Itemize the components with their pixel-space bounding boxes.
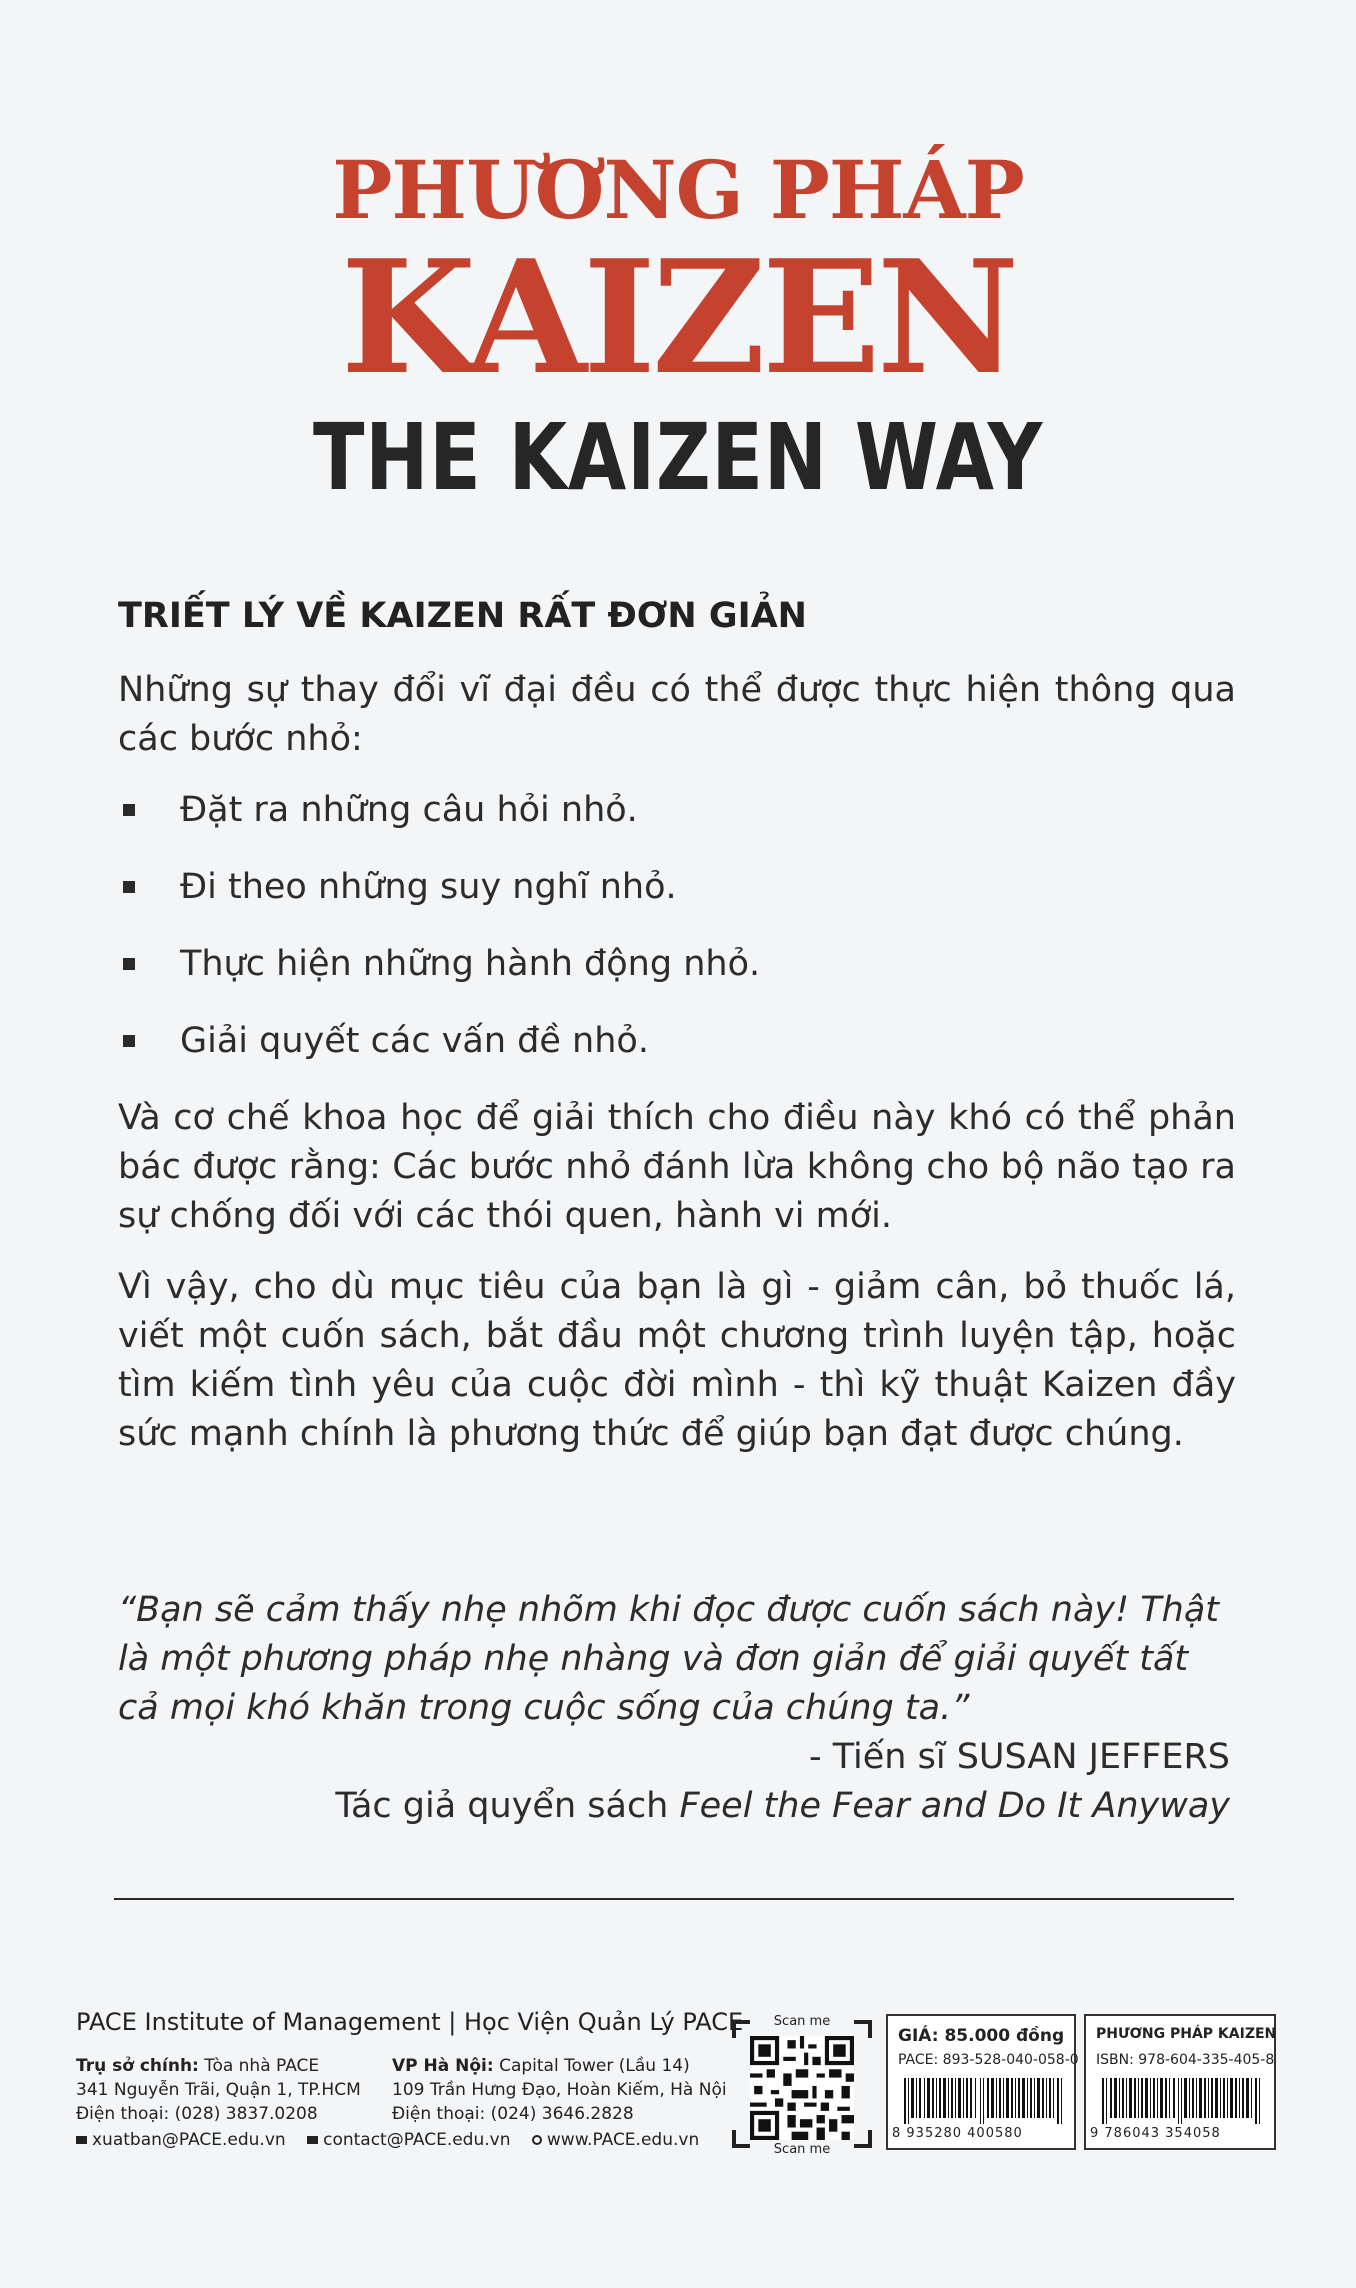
qr-label-bottom: Scan me — [773, 2142, 831, 2157]
title-vietnamese-line1: PHƯƠNG PHÁP — [332, 143, 1024, 237]
hanoi-address: VP Hà Nội: Capital Tower (Lầu 14) 109 Trần Hưng Đạo, Hoàn Kiếm, Hà Nội Điện thoại: (024) 3646.2828 — [392, 2056, 727, 2124]
mail-icon — [307, 2136, 318, 2144]
hq-address: Trụ sở chính: Tòa nhà PACE 341 Nguyễn Trãi, Quận 1, TP.HCM Điện thoại: (028) 3837.0208 — [76, 2056, 361, 2124]
qr-code-block[interactable] — [732, 2014, 872, 2157]
barcode-digits: 8 935280 400580 — [892, 2126, 1023, 2141]
section-heading: TRIẾT LÝ VỀ KAIZEN RẤT ĐƠN GIẢN — [118, 596, 807, 636]
qr-label-top: Scan me — [773, 2014, 831, 2029]
bullet-item: Giải quyết các vấn đề nhỏ. — [118, 1017, 1236, 1066]
qr-code-icon — [750, 2036, 854, 2140]
science-paragraph: Và cơ chế khoa học để giải thích cho điều này khó có thể phản bác được rằng: Các bước nhỏ đánh lừa không cho bộ não tạo ra sự chống đối với các thói quen, hành vi mới. — [118, 1098, 1236, 1236]
isbn-book-title: PHƯƠNG PHÁP KAIZEN — [1096, 2026, 1277, 2042]
isbn-barcode-box — [1084, 2014, 1276, 2150]
publisher-name: PACE Institute of Management | Học Viện Quản Lý PACE — [76, 2008, 744, 2036]
square-bullet-icon — [123, 1035, 135, 1047]
testimonial-author: - Tiến sĩ SUSAN JEFFERS — [808, 1737, 1230, 1777]
divider-line — [114, 1898, 1234, 1900]
barcode-icon — [1100, 2078, 1262, 2124]
intro-paragraph: Những sự thay đổi vĩ đại đều có thể được thực hiện thông qua các bước nhỏ: — [118, 670, 1236, 759]
square-bullet-icon — [123, 881, 135, 893]
testimonial-quote: “Bạn sẽ cảm thấy nhẹ nhõm khi đọc được cuốn sách này! Thật là một phương pháp nhẹ nhàng và đơn giản để giải quyết tất cả mọi khó khăn trong cuộc sống của chúng ta.” — [118, 1590, 1220, 1728]
price-label: GIÁ: 85.000 đồng — [898, 2026, 1065, 2046]
pace-code: PACE: 893-528-040-058-0 — [898, 2052, 1079, 2068]
bullet-item: Thực hiện những hành động nhỏ. — [118, 940, 1236, 989]
square-bullet-icon — [123, 804, 135, 816]
goals-paragraph: Vì vậy, cho dù mục tiêu của bạn là gì - giảm cân, bỏ thuốc lá, viết một cuốn sách, bắt đầu một chương trình luyện tập, hoặc tìm kiếm tình yêu của cuộc đời mình - thì kỹ thuật Kaizen đầy sức mạnh chính là phương thức để giúp bạn đạt được chúng. — [118, 1267, 1236, 1454]
contact-links — [76, 2130, 715, 2150]
square-bullet-icon — [123, 958, 135, 970]
globe-icon — [532, 2135, 542, 2145]
bullet-item: Đặt ra những câu hỏi nhỏ. — [118, 786, 1236, 835]
mail-icon — [76, 2136, 87, 2144]
price-barcode-box — [886, 2014, 1079, 2150]
blurb-section — [118, 596, 1236, 1481]
contact-email-2[interactable]: contact@PACE.edu.vn — [307, 2130, 510, 2150]
website-link[interactable]: www.PACE.edu.vn — [532, 2130, 699, 2150]
barcode-icon — [902, 2078, 1064, 2124]
testimonial — [118, 1586, 1230, 1831]
bullet-item: Đi theo những suy nghĩ nhỏ. — [118, 863, 1236, 912]
isbn-number: ISBN: 978-604-335-405-8 — [1096, 2052, 1275, 2068]
title-vietnamese-line2: KAIZEN — [340, 226, 1016, 409]
contact-email-1[interactable]: xuatban@PACE.edu.vn — [76, 2130, 286, 2150]
title-english: THE KAIZEN WAY — [312, 404, 1044, 511]
barcode-digits: 9 786043 354058 — [1090, 2126, 1221, 2141]
bullet-list — [118, 786, 1236, 1066]
testimonial-book: Tác giả quyển sách Feel the Fear and Do It Anyway — [335, 1786, 1230, 1826]
